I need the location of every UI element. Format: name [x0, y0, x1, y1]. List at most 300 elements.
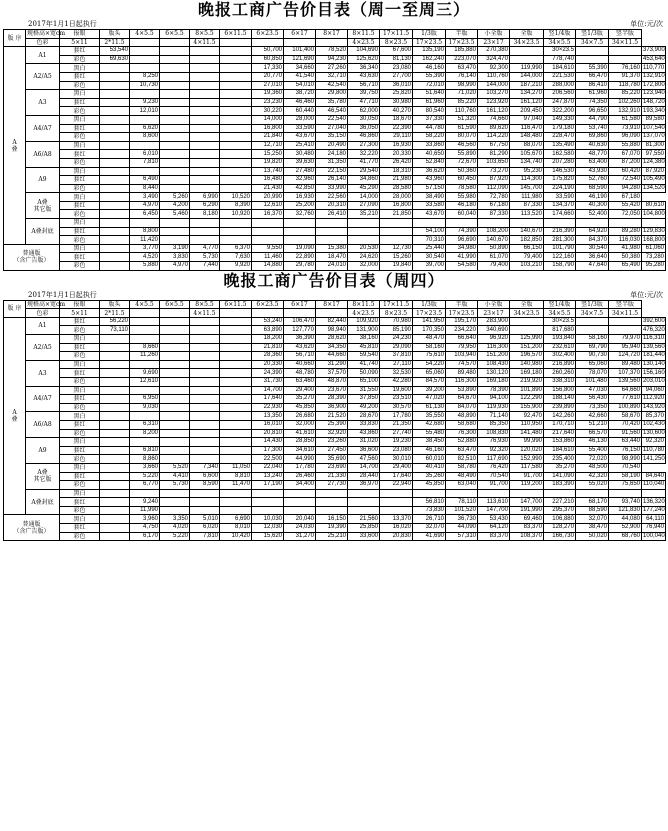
price-cell — [130, 326, 160, 335]
price-cell: 8,860 — [130, 455, 160, 464]
price-cell: 55,980 — [446, 193, 478, 202]
price-cell: 72,670 — [446, 158, 478, 167]
price-cell: 26,710 — [413, 515, 446, 524]
header-cell: 34×23.5 — [510, 38, 544, 47]
page-label: A4/A7 — [26, 115, 60, 141]
price-cell: 67,070 — [609, 150, 642, 159]
header-cell — [284, 309, 316, 318]
price-cell: 66,570 — [576, 429, 609, 438]
price-cell: 30,480 — [284, 150, 316, 159]
price-cell: 3,830 — [160, 253, 190, 262]
price-cell: 6,620 — [130, 124, 160, 133]
price-cell — [160, 317, 190, 326]
price-cell: 87,330 — [510, 201, 544, 210]
price-cell — [220, 352, 252, 361]
price-cell: 30,570 — [380, 403, 413, 412]
price-cell — [284, 489, 316, 498]
page-label: A2/A5 — [26, 64, 60, 90]
color-cell: 套红 — [60, 201, 100, 210]
table-row — [4, 158, 666, 167]
price-cell: 15,620 — [252, 532, 284, 541]
price-cell — [100, 352, 130, 361]
price-cell — [220, 498, 252, 507]
price-cell: 12,610 — [252, 201, 284, 210]
price-cell: 144,000 — [510, 72, 544, 81]
color-cell: 彩色 — [60, 81, 100, 90]
price-cell: 87,920 — [642, 167, 666, 176]
price-cell: 97,040 — [510, 115, 544, 124]
price-cell — [510, 489, 544, 498]
price-cell: 100,890 — [609, 403, 642, 412]
price-cell: 77,610 — [609, 395, 642, 404]
price-cell: 14,700 — [348, 463, 380, 472]
price-cell: 193,340 — [643, 107, 665, 114]
price-cell: 9,240 — [130, 498, 160, 507]
price-cell: 35,780 — [316, 98, 348, 107]
color-cell: 黑白 — [60, 167, 100, 176]
price-cell: 79,970 — [609, 335, 642, 344]
color-cell: 套红 — [60, 446, 100, 455]
price-cell — [160, 90, 190, 99]
table-row — [4, 335, 666, 344]
price-cell — [100, 506, 130, 515]
price-cell: 78,520 — [316, 47, 348, 56]
color-cell: 套红 — [60, 395, 100, 404]
price-cell: 42,660 — [576, 412, 609, 421]
price-cell: 58,160 — [576, 335, 609, 344]
header-cell — [220, 309, 252, 318]
price-cell: 16,930 — [284, 193, 316, 202]
table-row — [4, 481, 666, 490]
price-cell: 55,400 — [576, 446, 609, 455]
price-cell: 21,350 — [380, 420, 413, 429]
price-cell: 5,730 — [190, 253, 220, 262]
price-cell: 72,780 — [478, 193, 510, 202]
table-row — [4, 107, 666, 116]
price-cell: 5,260 — [160, 193, 190, 202]
price-cell: 166,730 — [544, 532, 576, 541]
price-cell: 16,010 — [252, 420, 284, 429]
price-cell — [100, 360, 130, 369]
table-row — [4, 176, 666, 185]
price-section — [0, 0, 668, 271]
price-cell: 7,630 — [220, 253, 252, 262]
price-cell: 48,470 — [413, 335, 446, 344]
price-cell: 146,530 — [544, 167, 576, 176]
price-cell: 156,800 — [544, 386, 576, 395]
price-cell: 6,310 — [130, 420, 160, 429]
price-cell — [609, 219, 642, 228]
price-cell — [160, 236, 190, 245]
price-cell: 85,350 — [478, 420, 510, 429]
color-cell: 彩色 — [60, 236, 100, 245]
price-cell: 27,480 — [284, 167, 316, 176]
price-cell: 33,830 — [348, 420, 380, 429]
price-cell: 24,010 — [316, 262, 348, 271]
price-cell: 8,180 — [190, 210, 220, 219]
price-cell: 103,270 — [478, 90, 510, 99]
price-cell — [380, 227, 413, 236]
price-cell — [220, 55, 252, 64]
price-cell: 44,780 — [413, 124, 446, 133]
price-cell — [190, 498, 220, 507]
price-cell: 40,660 — [284, 360, 316, 369]
price-cell: 17,780 — [284, 463, 316, 472]
price-cell — [316, 219, 348, 228]
price-cell: 179,180 — [544, 124, 576, 133]
price-cell: 83,370 — [478, 532, 510, 541]
price-cell: 36,600 — [348, 446, 380, 455]
price-cell: 18,470 — [316, 253, 348, 262]
price-cell — [190, 184, 220, 193]
price-cell: 21,330 — [316, 472, 348, 481]
table-row — [4, 326, 666, 335]
price-cell: 27,110 — [380, 360, 413, 369]
price-cell — [100, 262, 130, 271]
price-cell — [413, 489, 446, 498]
price-cell: 172,800 — [643, 81, 665, 88]
price-cell: 61,960 — [413, 98, 446, 107]
price-cell: 20,990 — [252, 193, 284, 202]
price-cell: 52,840 — [413, 158, 446, 167]
price-cell — [220, 386, 252, 395]
color-cell: 彩色 — [60, 455, 100, 464]
color-cell: 黑白 — [60, 515, 100, 524]
price-cell — [576, 55, 609, 64]
price-cell: 37,330 — [413, 115, 446, 124]
price-cell: 24,230 — [380, 335, 413, 344]
header-cell — [316, 38, 348, 47]
price-cell: 10,920 — [220, 210, 252, 219]
color-cell: 黑白 — [60, 386, 100, 395]
price-cell: 122,290 — [510, 395, 544, 404]
price-cell: 95,230 — [510, 167, 544, 176]
header-cell: 4×23.5 — [348, 309, 380, 318]
price-cell: 34,400 — [284, 481, 316, 490]
price-cell: 47,020 — [413, 395, 446, 404]
price-cell: 338,310 — [544, 377, 576, 386]
price-cell — [190, 506, 220, 515]
price-cell: 55,390 — [576, 64, 609, 73]
price-cell: 78,070 — [576, 369, 609, 378]
price-cell: 26,680 — [284, 412, 316, 421]
price-cell: 89,480 — [446, 369, 478, 378]
price-cell: 136,320 — [643, 498, 665, 505]
price-cell: 22,560 — [316, 193, 348, 202]
price-cell — [130, 317, 160, 326]
price-cell — [190, 438, 220, 447]
price-cell — [220, 317, 252, 326]
price-cell: 33,860 — [413, 141, 446, 150]
price-cell: 125,620 — [348, 55, 380, 64]
price-cell: 62,000 — [348, 107, 380, 116]
price-cell: 60,450 — [446, 176, 478, 185]
price-cell — [316, 506, 348, 515]
price-cell: 31,350 — [316, 158, 348, 167]
price-cell: 3,190 — [160, 244, 190, 253]
price-cell: 67,180 — [609, 193, 642, 202]
price-cell: 106,470 — [284, 317, 316, 326]
price-cell: 340,690 — [478, 326, 510, 335]
header-cell: 竖半版 — [609, 30, 642, 39]
price-cell: 27,730 — [316, 481, 348, 490]
page-label: A1 — [26, 317, 60, 334]
price-cell: 227,210 — [544, 498, 576, 507]
price-cell — [160, 150, 190, 159]
price-cell: 322,200 — [544, 107, 576, 116]
table-row — [4, 412, 666, 421]
price-cell: 232,610 — [544, 343, 576, 352]
price-cell: 98,990 — [446, 81, 478, 90]
price-cell: 43,670 — [413, 210, 446, 219]
price-cell — [190, 90, 220, 99]
color-cell: 黑白 — [60, 115, 100, 124]
price-cell — [160, 115, 190, 124]
price-cell: 8,590 — [190, 481, 220, 490]
table-row — [4, 184, 666, 193]
price-cell — [220, 455, 252, 464]
header-cell: 6×17 — [284, 300, 316, 309]
price-cell: 40,300 — [576, 201, 609, 210]
color-cell: 黑白 — [60, 412, 100, 421]
price-cell: 206,560 — [544, 90, 576, 99]
price-cell: 162,580 — [544, 150, 576, 159]
header-cell — [160, 38, 190, 47]
price-cell: 50,380 — [609, 253, 642, 262]
price-cell: 50,020 — [576, 532, 609, 541]
table-row — [4, 72, 666, 81]
price-cell: 3,350 — [160, 515, 190, 524]
price-cell: 46,190 — [576, 193, 609, 202]
price-cell: 39,700 — [413, 262, 446, 271]
price-cell: 95,280 — [642, 262, 666, 271]
header-cell: 报眼 — [60, 300, 100, 309]
price-cell: 216,890 — [544, 360, 576, 369]
price-cell: 32,000 — [284, 420, 316, 429]
price-cell — [100, 107, 130, 116]
price-cell: 63,470 — [446, 64, 478, 73]
price-cell: 41,690 — [413, 532, 446, 541]
price-cell: 68,170 — [576, 498, 609, 507]
color-cell: 彩色 — [60, 158, 100, 167]
price-cell: 288,000 — [544, 81, 576, 90]
price-cell: 35,550 — [413, 412, 446, 421]
price-cell — [252, 498, 284, 507]
page-label: A6/A8 — [26, 412, 60, 438]
price-cell — [160, 64, 190, 73]
header-row — [4, 309, 666, 318]
price-cell — [130, 412, 160, 421]
price-cell: 53,430 — [478, 515, 510, 524]
price-cell — [220, 335, 252, 344]
price-cell: 12,030 — [252, 524, 284, 533]
price-cell: 23,670 — [316, 386, 348, 395]
color-cell: 套红 — [60, 498, 100, 507]
price-cell: 169,180 — [478, 377, 510, 386]
price-cell: 21,840 — [252, 133, 284, 142]
price-cell: 27,450 — [316, 446, 348, 455]
effective-date: 2017年1月1日起执行 — [28, 20, 97, 28]
price-cell: 102,430 — [643, 421, 665, 428]
price-cell: 68,590 — [576, 184, 609, 193]
price-cell — [190, 227, 220, 236]
color-cell: 彩色 — [60, 133, 100, 142]
price-cell: 8,660 — [130, 343, 160, 352]
price-cell: 132,910 — [643, 73, 665, 80]
price-cell: 70,980 — [380, 317, 413, 326]
price-cell: 123,920 — [478, 98, 510, 107]
price-cell: 18,200 — [252, 335, 284, 344]
price-cell: 6,600 — [190, 472, 220, 481]
price-cell — [160, 184, 190, 193]
price-cell: 52,880 — [446, 438, 478, 447]
color-cell: 彩色 — [60, 352, 100, 361]
price-cell: 51,640 — [413, 90, 446, 99]
price-cell: 85,190 — [380, 326, 413, 335]
price-cell — [642, 219, 666, 228]
price-cell: 58,160 — [413, 343, 446, 352]
price-cell: 76,150 — [609, 446, 642, 455]
price-cell — [100, 335, 130, 344]
price-cell: 156,160 — [643, 369, 665, 376]
price-cell: 93,740 — [609, 498, 642, 507]
price-cell: 30,010 — [380, 455, 413, 464]
price-cell — [160, 55, 190, 64]
header-cell: 竖1/3版 — [576, 30, 609, 39]
price-cell: 35,150 — [316, 133, 348, 142]
price-cell — [100, 90, 130, 99]
price-cell — [220, 124, 252, 133]
price-cell — [190, 72, 220, 81]
price-cell: 106,880 — [544, 515, 576, 524]
price-cell: 36,900 — [316, 403, 348, 412]
price-cell: 63,040 — [446, 481, 478, 490]
header-cell: 色彩 — [26, 309, 60, 318]
table-row — [4, 532, 666, 541]
header-cell: 17×23.5 — [446, 38, 478, 47]
price-cell: 20,810 — [252, 429, 284, 438]
price-cell: 30,540 — [576, 244, 609, 253]
page-label: A叠 其它版 — [26, 193, 60, 219]
price-cell: 4,750 — [130, 524, 160, 533]
unit-label: 单位:元/次 — [630, 290, 663, 299]
page-label: 普通版 （含广告版） — [4, 515, 60, 541]
price-cell: 43,930 — [576, 167, 609, 176]
price-cell: 71,020 — [446, 90, 478, 99]
price-cell: 105,490 — [643, 176, 665, 183]
price-cell: 96,650 — [576, 107, 609, 116]
price-cell: 67,180 — [478, 201, 510, 210]
price-cell: 3,660 — [130, 463, 160, 472]
price-cell — [220, 167, 252, 176]
price-cell: 52,760 — [576, 176, 609, 185]
price-cell: 283,900 — [478, 317, 510, 326]
price-cell: 78,110 — [446, 498, 478, 507]
price-cell: 25,820 — [380, 90, 413, 99]
header-cell: 17×23.5 — [413, 309, 446, 318]
price-cell — [220, 395, 252, 404]
price-cell: 228,470 — [544, 133, 576, 142]
price-cell: 162,240 — [413, 55, 446, 64]
page-label: A3 — [26, 360, 60, 386]
price-cell: 69,790 — [576, 343, 609, 352]
price-cell: 89,280 — [609, 227, 642, 236]
table-row — [4, 81, 666, 90]
price-cell — [100, 489, 130, 498]
price-cell: 46,130 — [576, 438, 609, 447]
color-cell: 套红 — [60, 472, 100, 481]
price-cell: 20,490 — [316, 141, 348, 150]
price-cell: 76,940 — [642, 524, 666, 533]
price-cell — [220, 150, 252, 159]
price-section — [0, 271, 668, 542]
price-cell — [348, 227, 380, 236]
price-cell: 24,030 — [284, 524, 316, 533]
price-cell: 7,440 — [190, 262, 220, 271]
price-cell: 31,290 — [316, 360, 348, 369]
price-cell — [190, 124, 220, 133]
price-cell — [100, 377, 130, 386]
header-cell: 6×17 — [284, 30, 316, 39]
price-cell: 23,690 — [316, 463, 348, 472]
price-cell — [510, 47, 544, 56]
price-cell: 46,860 — [348, 133, 380, 142]
price-cell: 73,280 — [642, 253, 666, 262]
price-cell: 46,160 — [413, 64, 446, 73]
price-cell — [220, 360, 252, 369]
header-cell: 全版 — [510, 300, 544, 309]
color-cell: 黑白 — [60, 489, 100, 498]
color-cell: 黑白 — [60, 463, 100, 472]
price-cell: 15,250 — [252, 150, 284, 159]
price-cell — [478, 219, 510, 228]
price-cell: 34,980 — [446, 244, 478, 253]
color-cell: 彩色 — [60, 481, 100, 490]
price-cell: 207,280 — [544, 158, 576, 167]
table-row — [4, 201, 666, 210]
price-cell: 67,750 — [478, 141, 510, 150]
price-cell: 43,670 — [284, 133, 316, 142]
color-cell: 彩色 — [60, 210, 100, 219]
header-cell — [252, 38, 284, 47]
price-cell: 8,390 — [220, 201, 252, 210]
price-cell: 61,590 — [446, 124, 478, 133]
price-cell: 51,320 — [446, 115, 478, 124]
page-label: A2/A5 — [26, 335, 60, 361]
color-cell: 黑白 — [60, 335, 100, 344]
header-cell: 4×11.5 — [190, 309, 220, 318]
price-cell — [190, 115, 220, 124]
price-cell — [100, 244, 130, 253]
price-cell — [130, 47, 160, 56]
price-cell — [609, 47, 642, 56]
price-cell: 60,010 — [413, 455, 446, 464]
price-cell: 45,850 — [413, 481, 446, 490]
price-cell: 10,030 — [252, 515, 284, 524]
page-label: A1 — [26, 47, 60, 64]
price-cell: 15,260 — [380, 253, 413, 262]
price-cell: 148,720 — [643, 99, 665, 106]
color-cell: 套红 — [60, 47, 100, 56]
price-cell: 32,220 — [348, 150, 380, 159]
price-cell: 54,010 — [284, 81, 316, 90]
price-cell: 45,850 — [284, 403, 316, 412]
price-cell — [190, 219, 220, 228]
price-cell: 56,810 — [413, 498, 446, 507]
price-cell: 53,740 — [576, 124, 609, 133]
table-row — [4, 55, 666, 64]
price-table — [3, 29, 666, 271]
